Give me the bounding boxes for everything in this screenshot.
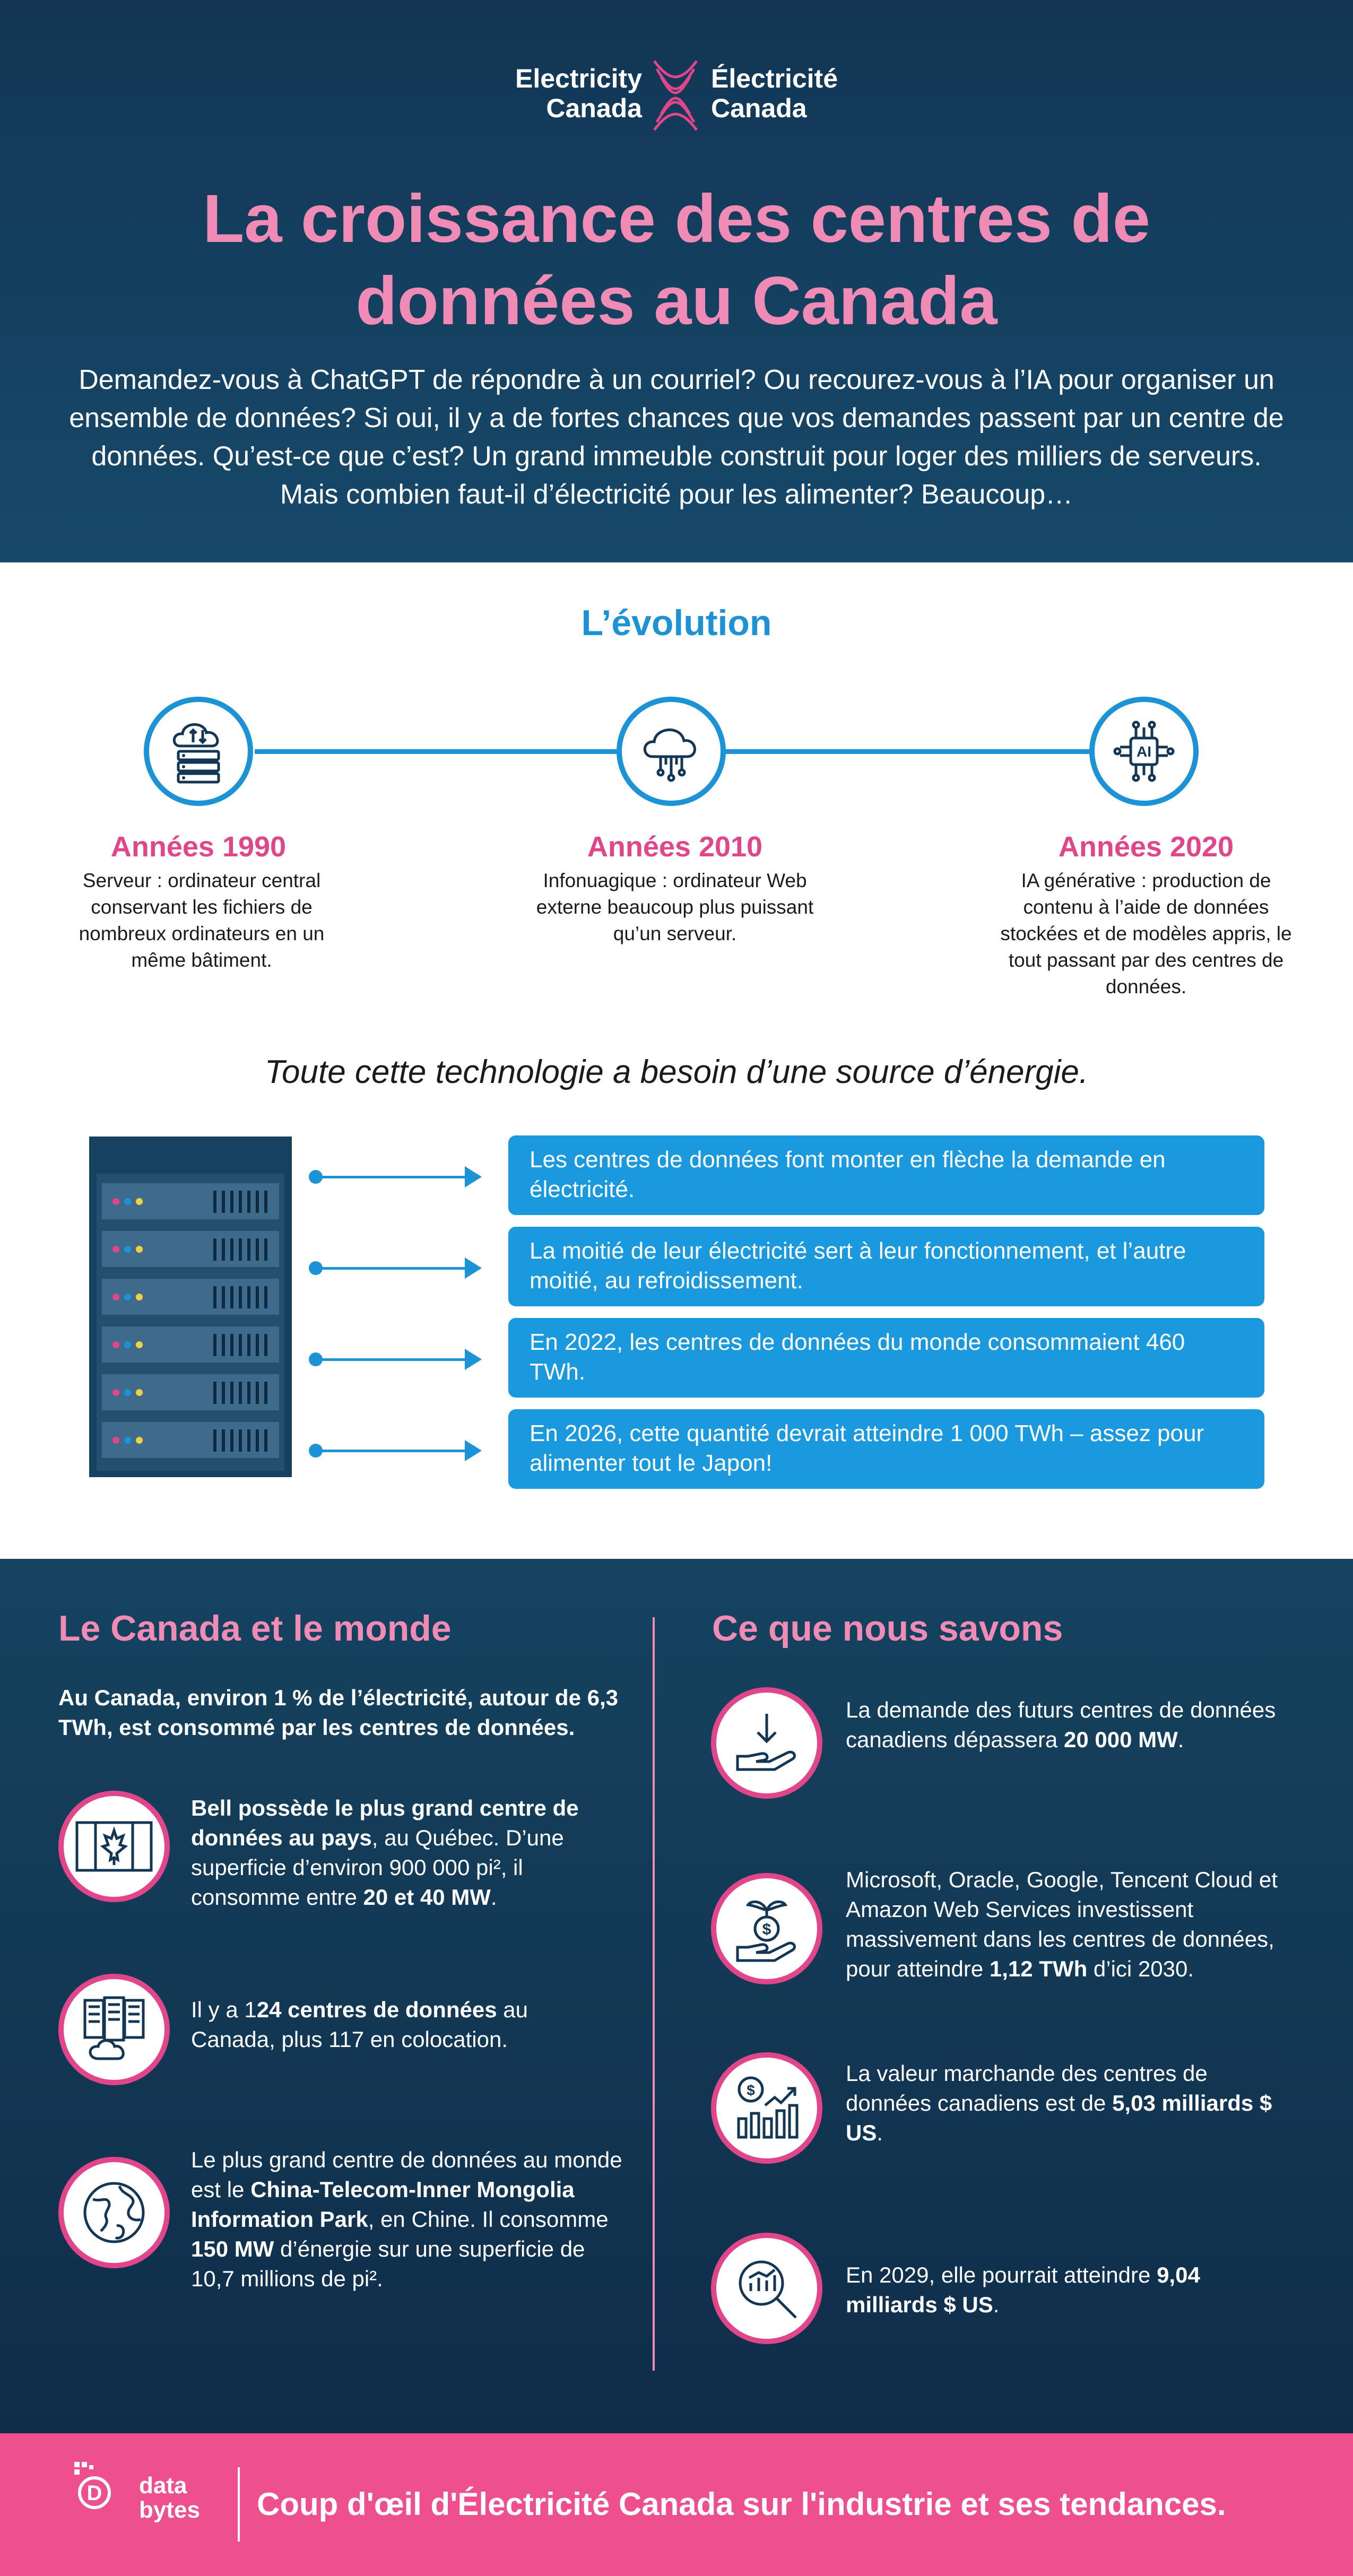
fact-box-4: En 2026, cette quantité devrait atteindre 1 000 TWh – assez pour alimenter tout le Japon! [508,1409,1264,1489]
item-bold: 1,12 TWh [989,1956,1088,1981]
item-bold: 5,03 milliards $ US [846,2091,1272,2145]
item-text: . [1177,1727,1184,1752]
arrow-line [314,1176,468,1178]
intro-paragraph: Demandez-vous à ChatGPT de répondre à un courriel? Ou recourez-vous à l’IA pour organiser un ensemble de données? Si oui, il y a de fortes chances que vos demandes passent par un centre de données. Qu’est-ce que c’est? Un grand immeuble construit pour loger des milliers de serveurs. Mais combien faut-il d’électricité pour les alimenter? Beaucoup… [69,365,1284,510]
item-bold: Bell possède le plus grand centre de données au pays [191,1796,579,1850]
canada-flag-circle [58,1791,170,1902]
server-unit [102,1279,279,1315]
svg-text:$: $ [747,2082,755,2098]
svg-text:D: D [86,2482,102,2505]
era-2010-circle [617,697,726,806]
era-1990-text: Serveur : ordinateur central conservant les fichiers de nombreux ordinateurs en un même bâtiment. [79,870,325,971]
era-1990-title: Années 1990 [110,831,287,863]
cloud-network-icon [639,719,703,783]
canada-world-item-1 [191,1793,615,1912]
item-text: . [993,2292,1000,2317]
server-cloud-circle [58,1974,170,2085]
era-2010-text: Infonuagique : ordinateur Web externe beaucoup plus puissant qu’un serveur. [536,870,814,944]
globe-circle [58,2157,170,2268]
arrow-head-icon [465,1166,482,1187]
arrow-line [314,1450,468,1452]
item-text: , au Québec. D’une superficie d’environ 900 000 pi², il consomme entre [191,1825,564,1910]
item-text: d’énergie sur une superficie de 10,7 millions de pi². [191,2236,585,2291]
logo-french [711,64,902,123]
evolution-heading: L’évolution [581,603,772,643]
arrow-head-icon [465,1349,482,1370]
era-2020-text: IA générative : production de contenu à l’aide de données stockées et de modèles appris, le tout passant par des centres de données. [1000,870,1292,998]
svg-text:AI: AI [1137,743,1151,760]
era-2010-title: Années 2010 [587,831,763,863]
canada-flag-icon [74,1817,154,1876]
canada-world-item-2 [191,1995,615,2054]
cloud-server-icon [167,717,230,786]
item-bold: 20 et 40 MW [363,1885,491,1910]
hand-down-arrow-circle [711,1687,822,1799]
item-text: , en Chine. Il consomme [368,2207,609,2232]
what-we-know-heading: Ce que nous savons [712,1608,1063,1649]
energy-subheading: Toute cette technologie a besoin d’une source d’énergie. [264,1054,1089,1090]
item-bold: 9,04 milliards $ US [846,2262,1200,2317]
item-bold: 24 centres de données [256,1997,497,2022]
fact-box-1: Les centres de données font monter en flèche la demande en électricité. [508,1135,1264,1215]
item-text: En 2029, elle pourrait atteindre [846,2262,1157,2287]
canada-world-item-3 [191,2145,626,2294]
item-text: La valeur marchande des centres de données canadiens est de [846,2061,1208,2115]
item-bold: China-Telecom-Inner Mongolia Information Park [191,2177,575,2232]
logo-english [478,64,642,123]
era-2020-circle [1089,697,1199,806]
dollar-growth-chart-icon [732,2074,801,2143]
item-bold: 20 000 MW [1063,1727,1178,1752]
title-line1: La croissance des centres de [203,181,1150,257]
era-2020-title: Années 2020 [1058,831,1234,863]
ai-chip-icon [1112,719,1176,783]
server-unit [102,1422,279,1458]
item-text: au Canada, plus 117 en colocation. [191,1997,528,2052]
item-text: d’ici 2030. [1087,1956,1194,1981]
databytes-logo-text [139,2474,200,2522]
item-text: . [877,2120,883,2145]
server-cloud-icon [80,1995,149,2064]
item-bold: 150 MW [191,2236,274,2261]
arrow-line [314,1358,468,1361]
fact-box-3: En 2022, les centres de données du monde consommaient 460 TWh. [508,1318,1264,1398]
footer-divider [238,2467,240,2542]
logo-en-line1: Electricity [515,64,642,93]
arrow-head-icon [465,1440,482,1461]
server-rack-illustration [89,1137,292,1477]
databytes-line2: bytes [139,2497,200,2523]
canada-world-heading: Le Canada et le monde [58,1608,452,1649]
know-item-4 [846,2260,1281,2320]
globe-icon [80,2178,149,2247]
title-line2: données au Canada [355,263,998,339]
page-title [53,178,1300,342]
magnifier-chart-icon [732,2254,801,2323]
server-unit [102,1183,279,1219]
item-text: . [490,1885,497,1910]
hand-down-arrow-icon [732,1711,801,1775]
canada-world-lead: Au Canada, environ 1 % de l’électricité, autour de 6,3 TWh, est consommé par les centres de données. [58,1685,618,1740]
electricity-canada-logo-icon [646,56,705,135]
dollar-growth-chart-circle [711,2052,822,2164]
server-unit [102,1231,279,1267]
know-item-2 [846,1865,1297,1984]
logo-fr-line1: Électricité [711,64,838,93]
magnifier-chart-circle [711,2233,822,2344]
footer-tagline: Coup d'œil d'Électricité Canada sur l'industrie et ses tendances. [257,2486,1226,2522]
column-divider [653,1617,655,2371]
hand-dollar-plant-icon [732,1894,801,1963]
item-text: Il y a 1 [191,1997,257,2022]
arrow-line [314,1267,468,1270]
logo-en-line2: Canada [546,93,642,123]
item-text: Le plus grand centre de données au monde est le [191,2147,622,2202]
fact-box-2: La moitié de leur électricité sert à leur fonctionnement, et l’autre moitié, au refroidissement. [508,1227,1264,1306]
arrow-head-icon [465,1257,482,1279]
know-item-3 [846,2059,1281,2148]
databytes-line1: data [139,2473,187,2499]
hand-dollar-plant-circle [711,1873,822,1984]
era-1990-circle [144,697,253,806]
server-unit [102,1374,279,1410]
logo-fr-line2: Canada [711,93,807,123]
databytes-logo-icon [74,2462,111,2510]
svg-text:$: $ [762,1921,771,1938]
know-item-1 [846,1695,1281,1755]
item-text: La demande des futurs centres de données canadiens dépassera [846,1697,1276,1752]
server-unit [102,1326,279,1363]
item-text: Microsoft, Oracle, Google, Tencent Cloud et Amazon Web Services investissent massivement dans les centres de données, pour atteindre [846,1867,1278,1981]
